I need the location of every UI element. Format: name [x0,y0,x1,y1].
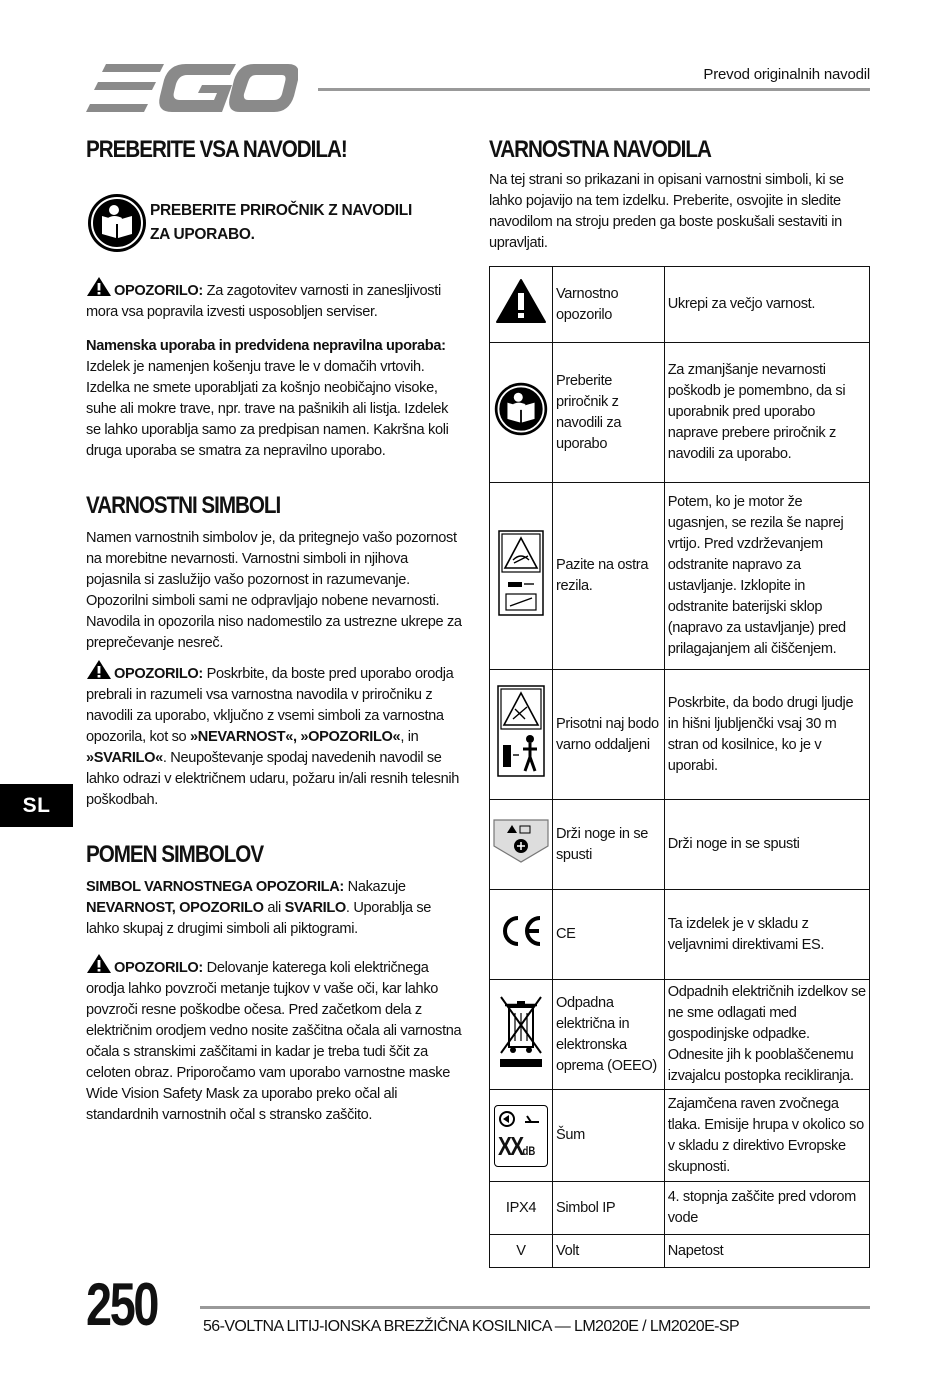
warning-triangle-icon [86,276,112,297]
footer-rule [200,1306,870,1309]
symbol-name: CE [552,890,664,980]
symbol-description: Ukrepi za večjo varnost. [664,267,869,343]
signal-words: NEVARNOST, OPOZORILO [86,900,264,916]
warning-text: Za zagotovitev varnosti in zanesljivosti mora vsa popravila izvesti usposobljen serviser. [86,283,441,320]
symbol-cell [490,800,553,890]
symbol-meaning-label: SIMBOL VARNOSTNEGA OPOZORILA: [86,879,344,895]
symbol-description: Zajamčena raven zvočnega tlaka. Emisije hrupa v okolico so v skladu z direktivo Evropske skupnosti. [664,1090,869,1182]
symbol-meaning-paragraph [86,877,466,940]
symbol-cell [490,980,553,1090]
warning-triangle-icon [86,953,112,974]
symbol-cell: V [490,1235,553,1268]
warning-text: , in [400,729,419,745]
noise-unit: dB [522,1143,536,1158]
language-tab: SL [0,784,73,827]
read-manual-callout [86,192,466,254]
symbol-description: Potem, ko je motor že ugasnjen, se rezila še naprej vrtijo. Pred vzdrževanjem odstranite napravo za ustavljanje. Izklopite in odstranite baterijski sklop (napravo za ustavljanje) pred prilagajanjem ali čiščenjem. [664,483,869,670]
warning-text: . Neupoštevanje spodaj navedenih navodil se lahko odrazi v električnem udaru, požaru in/ali resnih telesnih poškodbah. [86,750,460,808]
safety-symbols-paragraph: Namen varnostnih simbolov je, da pritegnejo vašo pozornost na morebitne nevarnosti. Varnostni simboli in njihova pojasnila si zaslužijo vašo pozornost in razumevanje. Opozorilni simboli sami ne odpravljajo nobene nevarnosti. Navodila in opozorila niso nadomestilo za ustrezne ukrepe za preprečevanje nesreč. [86,530,462,651]
intended-use-paragraph [86,336,466,462]
symbol-cell [490,1090,553,1182]
heading-read-all: PREBERITE VSA NAVODILA! [86,136,347,163]
symbol-name: Volt [552,1235,664,1268]
intended-use-label: Namenska uporaba in predvidena nepravilna uporaba: [86,338,446,354]
warning-paragraph-3 [86,953,466,1126]
noise-level-icon [494,1105,548,1167]
warning-text: Poskrbite, da boste pred uporabo orodja prebrali in razumeli vsa varnostna navodila v priročniku z navodili za uporabo, vključno z vsemi simboli za varnostna opozorila, kot so [86,666,454,745]
safety-instructions-intro: Na tej strani so prikazani in opisani varnostni simboli, ki se lahko pojavijo na tem izdelku. Preberite, osvojite in sledite navodilom na stroju preden ga boste poskušali sestaviti in upravljati. [489,172,844,251]
ce-mark-icon [498,914,544,948]
symbol-description: 4. stopnja zaščite pred vdorom vode [664,1182,869,1235]
footer-title: 56-VOLTNA LITIJ-IONSKA BREZŽIČNA KOSILNICA — LM2020E / LM2020E-SP [203,1318,740,1335]
table-row [490,980,870,1090]
weee-bin-icon [497,993,545,1069]
symbol-name: Prisotni naj bodo varno oddaljeni [552,670,664,800]
signal-word-caution: SVARILO [284,900,346,916]
table-row [490,1090,870,1182]
warning-paragraph-1 [86,276,466,323]
heading-symbol-meaning: POMEN SIMBOLOV [86,841,264,868]
noise-pictograms [495,1108,545,1130]
symbol-description: Napetost [664,1235,869,1268]
symbol-name: Odpadna električna in elektronska oprema (OEEO) [552,980,664,1090]
table-row [490,1182,870,1235]
read-manual-icon [86,192,148,254]
symbol-meaning-text: Nakazuje [343,879,406,895]
symbol-cell [490,267,553,343]
right-column [489,136,870,1268]
symbol-meaning-text: . Uporablja se lahko skupaj z drugimi simboli ali piktogrami. [86,900,432,937]
header-label: Prevod originalnih navodil [703,66,870,83]
warning-label: OPOZORILO: [114,283,203,299]
heading-safety-instructions: VARNOSTNA NAVODILA [489,136,711,163]
warning-label: OPOZORILO: [114,960,203,976]
signal-words: »NEVARNOST«, »OPOZORILO« [190,729,401,745]
symbol-name: Preberite priročnik z navodili za uporabo [552,343,664,483]
symbol-table [489,266,870,1268]
symbol-name: Pazite na ostra rezila. [552,483,664,670]
symbol-cell [490,483,553,670]
symbol-cell [490,890,553,980]
signal-word-caution: »SVARILO« [86,750,163,766]
table-row [490,483,870,670]
table-row [490,267,870,343]
symbol-meaning-text: ali [263,900,285,916]
bystanders-icon [497,685,545,777]
table-row [490,343,870,483]
symbol-description: Za zmanjšanje nevarnosti poškodb je pomembno, da si uporabnik pred uporabo naprave prebere priročnik z navodili za uporabo. [664,343,869,483]
table-row [490,1235,870,1268]
page-number: 250 [86,1271,158,1338]
warning-paragraph-2 [86,659,466,811]
warning-text: Delovanje katerega koli električnega orodja lahko povzroči metanje tujkov v vaše oči, kar lahko povzroči resne poškodbe očesa. Pred začetkom dela z električnim orodjem vedno nosite zaščitna očala ali varnostna očala s stranskimi zaščitami in kadar je treba tudi ščit za celoten obraz. Priporočamo vam uporabo varnostne maske Wide Vision Safety Mask za uporabo preko očal ali standardnih varnostnih očal s stransko zaščito. [86,960,462,1123]
symbol-description: Ta izdelek je v skladu z veljavnimi direktivami ES. [664,890,869,980]
read-manual-line2: ZA UPORABO. [150,226,255,243]
warning-triangle-icon [495,278,547,324]
symbol-name: Simbol IP [552,1182,664,1235]
symbol-name: Šum [552,1090,664,1182]
symbol-description: Odpadnih električnih izdelkov se ne sme odlagati med gospodinjske odpadke. Odnesite jih k pooblaščenemu izvajalcu postopka recikliranja. [664,980,869,1090]
table-row [490,800,870,890]
symbol-description: Poskrbite, da bodo drugi ljudje in hišni ljubljenčki vsaj 30 m stran od kosilnice, ko je v uporabi. [664,670,869,800]
left-column [86,136,466,1126]
table-row [490,670,870,800]
symbol-name: Drži noge in se spusti [552,800,664,890]
read-manual-icon [493,381,549,437]
heading-safety-symbols: VARNOSTNI SIMBOLI [86,492,281,519]
warning-label: OPOZORILO: [114,666,203,682]
symbol-name: Varnostno opozorilo [552,267,664,343]
header-rule [318,88,870,91]
symbol-cell [490,670,553,800]
keep-feet-icon [492,818,550,864]
sharp-blades-icon [498,530,544,616]
intended-use-text: Izdelek je namenjen košenju trave le v domačih vrtovih. Izdelka ne smete uporabljati za košnjo neobičajno visoke, suhe ali mokre trave, npr. trave na pašnikih ali listja. Izdelek se lahko uporablja samo za predpisan namen. Kakršna koli druga uporaba se smatra za nepravilno uporabo. [86,359,449,459]
ego-logo [86,62,298,114]
read-manual-title [150,199,412,247]
table-row [490,890,870,980]
read-manual-line1: PREBERITE PRIROČNIK Z NAVODILI [150,202,412,219]
noise-badge: XX [497,1130,523,1161]
symbol-description: Drži noge in se spusti [664,800,869,890]
symbol-cell: IPX4 [490,1182,553,1235]
symbol-cell [490,343,553,483]
warning-triangle-icon [86,659,112,680]
